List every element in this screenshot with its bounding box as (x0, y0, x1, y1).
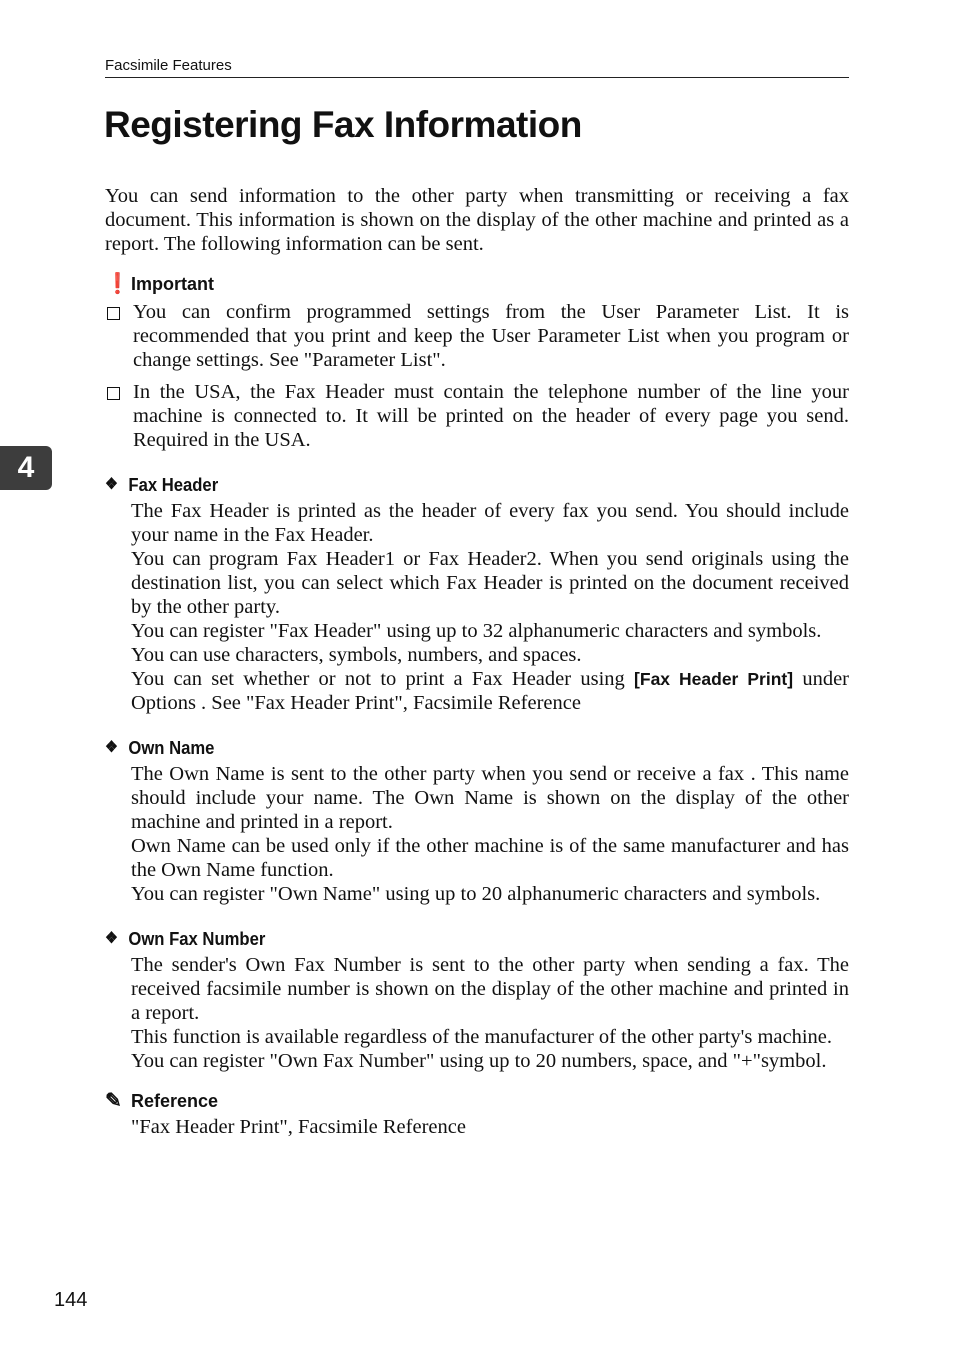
section-paragraph: You can register "Own Fax Number" using up to 20 numbers, space, and "+"symbol. (131, 1050, 827, 1072)
key-label: [Fax Header Print] (634, 669, 794, 689)
reference-heading (105, 1087, 849, 1115)
section-own-name (105, 735, 849, 906)
section-heading-text: Own Name (128, 737, 215, 758)
page-content (105, 184, 849, 1139)
section-paragraph: You can register "Own Name" using up to 20 alphanumeric characters and symbols. (131, 883, 821, 905)
page-title: Registering Fax Information (104, 104, 582, 145)
section-fax-header (105, 472, 849, 715)
section-heading (105, 472, 775, 498)
section-body (105, 953, 849, 1073)
section-heading (105, 926, 775, 952)
section-heading-text: Own Fax Number (128, 928, 266, 949)
reference-note (105, 1087, 849, 1139)
paragraph-text: You can set whether or not to print a Fax Header using (131, 668, 635, 690)
section-paragraph (131, 667, 849, 715)
section-paragraph: You can program Fax Header1 or Fax Header2. When you send originals using the destination list, you can select which Fax Header is printed on the document received by the other party. (131, 548, 849, 618)
section-body (105, 762, 849, 906)
section-body (105, 499, 849, 715)
diamond-bullet-icon: ❖ (105, 930, 118, 947)
exclamation-icon: ❗ (105, 273, 130, 295)
chapter-tab: 4 (0, 446, 52, 490)
reference-text: "Fax Header Print", Facsimile Reference (131, 1116, 466, 1138)
important-item-text: You can confirm programmed settings from the User Parameter List. It is recommended that you print and keep the User Parameter List when you program or change settings. See "Parameter List". (133, 301, 849, 371)
paragraph-text: under Options . See "Fax Header Print", Facsimile Reference (131, 668, 850, 714)
section-paragraph: You can use characters, symbols, numbers, and spaces. (131, 644, 582, 666)
section-paragraph: The Own Name is sent to the other party when you send or receive a fax . This name should include your name. The Own Name is shown on the display of the other machine and printed in a report. (131, 763, 849, 833)
important-label: Important (131, 274, 214, 294)
checkbox-icon (107, 307, 120, 320)
important-item (105, 380, 849, 452)
section-own-fax-number (105, 926, 849, 1073)
important-heading (105, 270, 849, 298)
section-paragraph: This function is available regardless of the manufacturer of the other party's machine. (131, 1026, 833, 1048)
section-heading (105, 735, 775, 761)
diamond-bullet-icon: ❖ (105, 739, 118, 756)
intro-paragraph: You can send information to the other party when transmitting or receiving a fax document. This information is shown on the display of the other machine and printed as a report. The following information can be sent. (105, 185, 849, 255)
reference-label: Reference (131, 1091, 219, 1111)
section-paragraph: The Fax Header is printed as the header of every fax you send. You should include your name in the Fax Header. (131, 500, 849, 546)
important-item-text: In the USA, the Fax Header must contain the telephone number of the line your machine is connected to. It will be printed on the header of every page you send. Required in the USA. (133, 381, 849, 451)
pencil-icon: ✎ (105, 1090, 122, 1112)
diamond-bullet-icon: ❖ (105, 476, 118, 493)
section-paragraph: The sender's Own Fax Number is sent to the other party when sending a fax. The received facsimile number is shown on the display of the other machine and printed in a report. (131, 954, 849, 1024)
running-head: Facsimile Features (105, 57, 849, 78)
section-paragraph: Own Name can be used only if the other machine is of the same manufacturer and has the Own Name function. (131, 835, 849, 881)
page-number: 144 (54, 1289, 88, 1311)
checkbox-icon (107, 387, 120, 400)
important-item (105, 300, 849, 372)
section-paragraph: You can register "Fax Header" using up to 32 alphanumeric characters and symbols. (131, 620, 822, 642)
section-heading-text: Fax Header (128, 474, 219, 495)
important-note (105, 270, 849, 452)
